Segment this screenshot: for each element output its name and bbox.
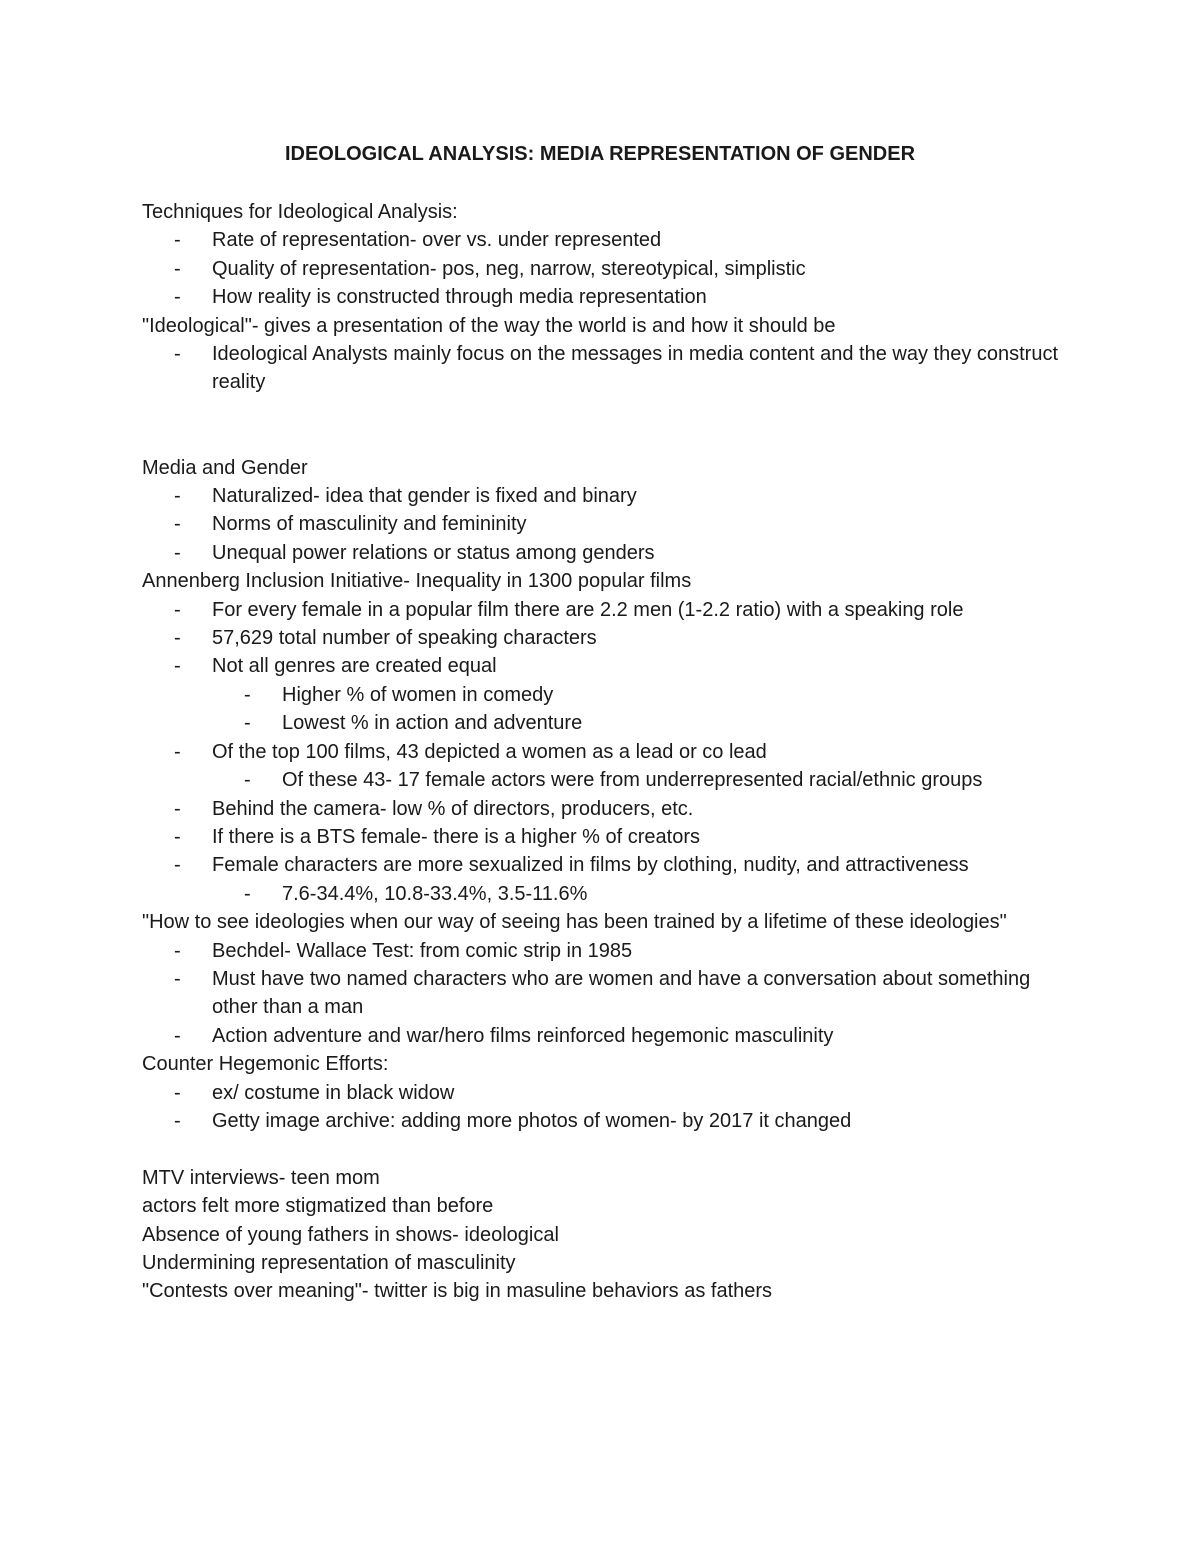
bullet-dash: - <box>174 1081 181 1104</box>
sub-list-item: - Lowest % in action and adventure <box>142 709 1062 737</box>
list-item: - Action adventure and war/hero films reinforced hegemonic masculinity <box>142 1022 1062 1050</box>
section-heading-counter-hegemonic: Counter Hegemonic Efforts: <box>142 1053 389 1076</box>
bullet-dash: - <box>174 513 181 536</box>
sub-list-item: - 7.6-34.4%, 10.8-33.4%, 3.5-11.6% <box>142 880 1062 908</box>
list-item: - Of the top 100 films, 43 depicted a women as a lead or co lead <box>142 738 1062 766</box>
section-heading-media-gender: Media and Gender <box>142 456 308 479</box>
paragraph-line: MTV interviews- teen mom <box>142 1166 380 1189</box>
bullet-dash: - <box>174 967 181 990</box>
paragraph-line: Undermining representation of masculinity <box>142 1252 516 1274</box>
bullet-dash: - <box>244 882 251 905</box>
bullet-dash: - <box>174 343 181 366</box>
bullet-dash: - <box>244 712 251 735</box>
list-item: - Norms of masculinity and femininity <box>142 510 1062 538</box>
list-item: - Female characters are more sexualized in films by clothing, nudity, and attractiveness <box>142 851 1062 879</box>
list-item: - Quality of representation- pos, neg, narrow, stereotypical, simplistic <box>142 255 1062 283</box>
paragraph-ideological: "Ideological"- gives a presentation of the way the world is and how it should be <box>142 314 836 337</box>
bullet-dash: - <box>174 740 181 763</box>
bullet-dash: - <box>244 769 251 792</box>
paragraph-line: Absence of young fathers in shows- ideological <box>142 1223 559 1246</box>
list-item: - If there is a BTS female- there is a higher % of creators <box>142 823 1062 851</box>
bullet-dash: - <box>174 257 181 280</box>
paragraph-line: actors felt more stigmatized than before <box>142 1195 494 1218</box>
list-item: - Unequal power relations or status among genders <box>142 539 1062 567</box>
bullet-dash: - <box>244 683 251 706</box>
list-item: - Not all genres are created equal <box>142 652 1062 680</box>
bullet-dash: - <box>174 598 181 621</box>
bullet-dash: - <box>174 286 181 309</box>
list-item: - Must have two named characters who are women and have a conversation about something other than a man <box>142 965 1062 1022</box>
list-item: - Behind the camera- low % of directors, producers, etc. <box>142 795 1062 823</box>
bullet-dash: - <box>174 1109 181 1132</box>
bullet-dash: - <box>174 655 181 678</box>
sub-list-item: - Of these 43- 17 female actors were from underrepresented racial/ethnic groups <box>142 766 1062 794</box>
bullet-dash: - <box>174 825 181 848</box>
list-item: - Getty image archive: adding more photos of women- by 2017 it changed <box>142 1107 1062 1135</box>
bullet-dash: - <box>174 1024 181 1047</box>
paragraph-quote: "How to see ideologies when our way of seeing has been trained by a lifetime of these ideologies" <box>142 911 1007 934</box>
list-item: - ex/ costume in black widow <box>142 1079 1062 1107</box>
list-item: - Bechdel- Wallace Test: from comic strip in 1985 <box>142 937 1062 965</box>
list-item: - For every female in a popular film there are 2.2 men (1-2.2 ratio) with a speaking role <box>142 596 1062 624</box>
bullet-dash: - <box>174 854 181 877</box>
list-item: - Ideological Analysts mainly focus on the messages in media content and the way they construct reality <box>142 340 1062 397</box>
list-item: - Rate of representation- over vs. under represented <box>142 226 1062 254</box>
paragraph-line: "Contests over meaning"- twitter is big in masuline behaviors as fathers <box>142 1280 773 1303</box>
document-body <box>142 198 1062 1306</box>
section-heading-techniques: Techniques for Ideological Analysis: <box>142 201 458 223</box>
bullet-dash: - <box>174 627 181 650</box>
bullet-dash: - <box>174 485 181 508</box>
section-heading-annenberg: Annenberg Inclusion Initiative- Inequality in 1300 popular films <box>142 570 692 593</box>
document-title: IDEOLOGICAL ANALYSIS: MEDIA REPRESENTATION OF GENDER <box>284 143 916 165</box>
list-item: - Naturalized- idea that gender is fixed and binary <box>142 482 1062 510</box>
bullet-dash: - <box>174 229 181 252</box>
bullet-dash: - <box>174 797 181 820</box>
sub-list-item: - Higher % of women in comedy <box>142 681 1062 709</box>
list-item: - 57,629 total number of speaking characters <box>142 624 1062 652</box>
bullet-dash: - <box>174 939 181 962</box>
list-item: - How reality is constructed through media representation <box>142 283 1062 311</box>
bullet-dash: - <box>174 541 181 564</box>
